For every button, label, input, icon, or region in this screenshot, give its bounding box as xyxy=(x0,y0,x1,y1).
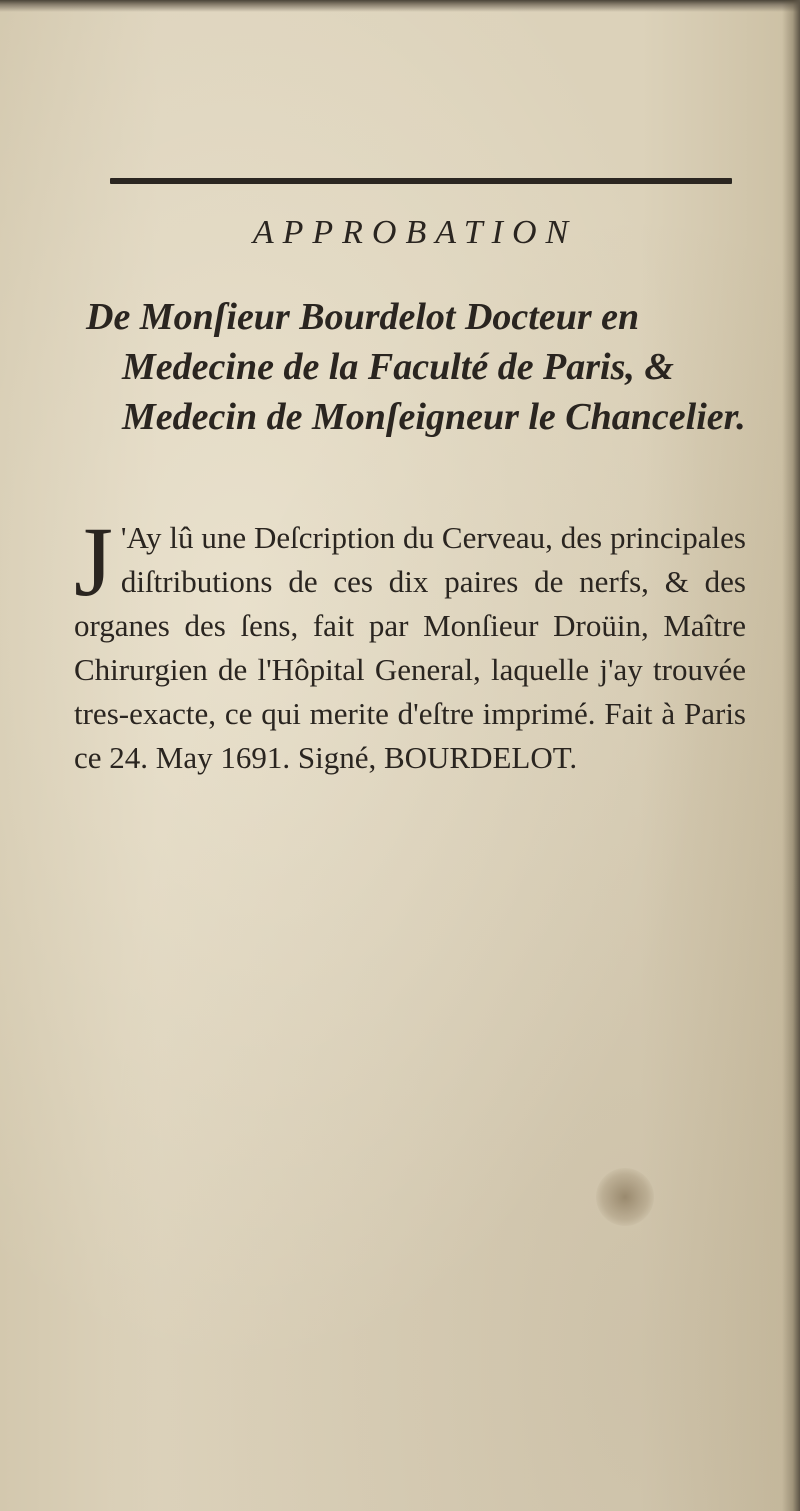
header-rule xyxy=(110,178,732,184)
drop-cap: J xyxy=(74,506,113,617)
paper-stain xyxy=(596,1168,654,1226)
page-top-edge xyxy=(0,0,800,12)
approval-subtitle: De Monſieur Bourdelot Docteur en Medecine de la Faculté de Paris, & Medecin de Monſeigneur le Chancelier. xyxy=(86,296,746,438)
page-title: APPROBATION xyxy=(252,214,578,251)
approval-body xyxy=(74,506,746,780)
approval-text: 'Ay lû une Deſcription du Cerveau, des principales diſtributions de ces dix paires de nerfs, & des organes des ſens, fait par Monſieur Droüin, Maître Chirurgien de l'Hôpital General, laquelle j'ay trouvée tres-exacte, ce qui merite d'eſtre imprimé. Fait à Paris ce 24. May 1691. Signé, BOURDELOT. xyxy=(74,520,746,775)
